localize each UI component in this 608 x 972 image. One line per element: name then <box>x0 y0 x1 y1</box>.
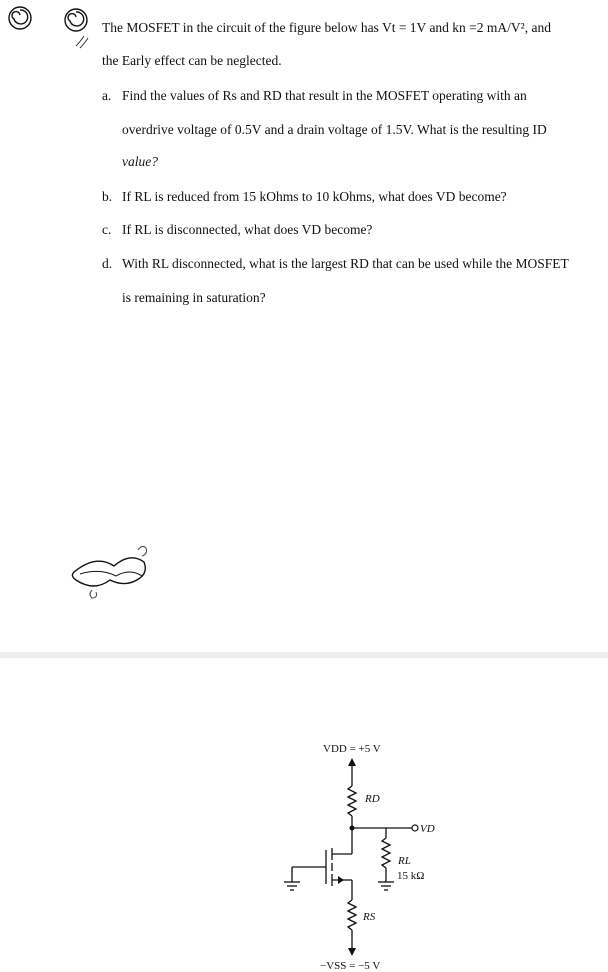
intro-line-2: the Early effect can be neglected. <box>102 53 282 68</box>
part-b-line-1: If RL is reduced from 15 kOhms to 10 kOhms, what does VD become? <box>122 189 507 204</box>
vd-label: VD <box>420 823 435 835</box>
spiral-icon <box>65 9 87 31</box>
part-a-line-2: overdrive voltage of 0.5V and a drain voltage of 1.5V. What is the resulting ID <box>122 122 547 137</box>
part-b-letter: b. <box>102 189 113 204</box>
part-a-line-1: Find the values of Rs and RD that result in the MOSFET operating with an <box>122 88 527 103</box>
circuit-diagram <box>0 658 608 972</box>
part-d-letter: d. <box>102 256 113 271</box>
rs-label: RS <box>363 911 376 923</box>
rl-label: RL <box>398 855 411 867</box>
vdd-label: VDD = +5 V <box>323 743 381 755</box>
part-c-letter: c. <box>102 222 112 237</box>
part-a-line-3: value? <box>122 154 158 169</box>
part-c-line-1: If RL is disconnected, what does VD become? <box>122 222 373 237</box>
vss-label: −VSS = −5 V <box>320 960 381 972</box>
part-d-line-1: With RL disconnected, what is the largest RD that can be used while the MOSFET <box>122 256 569 271</box>
rl-value: 15 kΩ <box>397 870 425 882</box>
doodles-top <box>0 0 100 60</box>
part-a-letter: a. <box>102 88 112 103</box>
doodle-sketch <box>60 540 170 610</box>
spiral-icon <box>9 7 31 29</box>
part-d-line-2: is remaining in saturation? <box>122 290 266 305</box>
intro-line-1: The MOSFET in the circuit of the figure below has Vt = 1V and kn =2 mA/V², and <box>102 20 551 35</box>
rd-label: RD <box>365 793 380 805</box>
